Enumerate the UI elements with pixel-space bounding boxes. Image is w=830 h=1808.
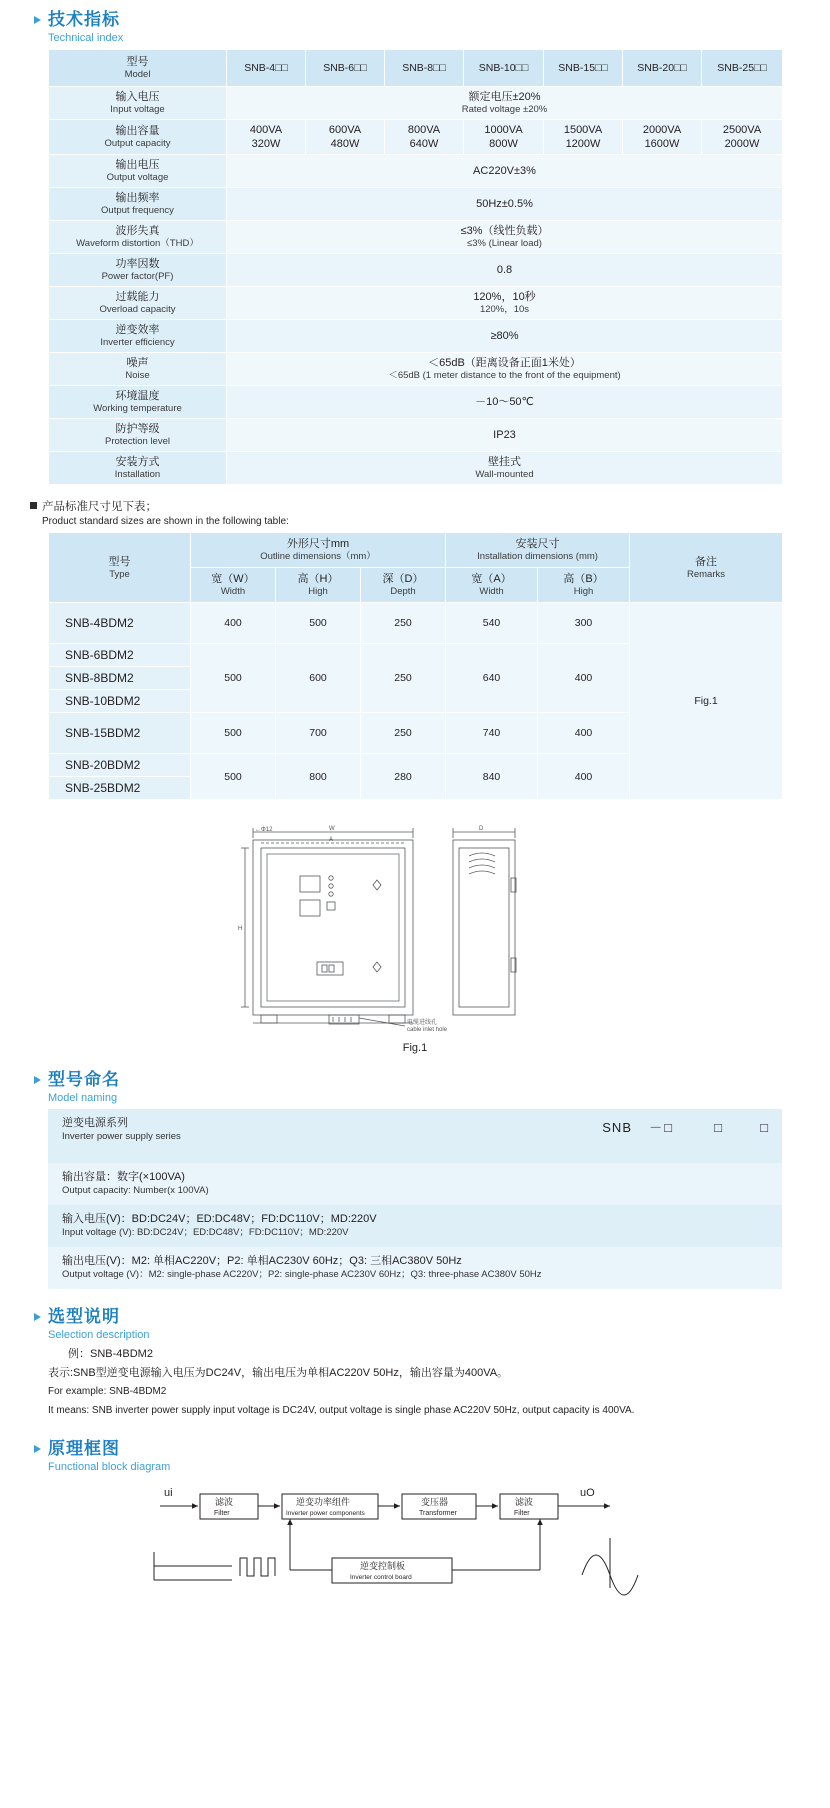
- row-value: －10～50℃: [227, 386, 783, 419]
- dim-label-d: D: [479, 826, 484, 832]
- cell-depth: 250: [361, 644, 446, 713]
- row-label: 输入电压 Input voltage: [49, 87, 227, 120]
- table-row: [49, 221, 783, 254]
- header-depth: 深（D） Depth: [361, 568, 446, 603]
- box-3-cn: 滤波: [515, 1497, 534, 1507]
- naming-output-en: Output voltage (V)：M2: single-phase AC220V；P2: single-phase AC230V 60Hz；Q3: three-phase AC380V 50Hz: [62, 1269, 542, 1280]
- header-col-1: SNB-6□□: [306, 50, 385, 87]
- cabinet-drawing: [0, 818, 830, 1054]
- row-value: AC220V±3%: [227, 155, 783, 188]
- selection-meaning-cn: 表示:SNB型逆变电源输入电压为DC24V，输出电压为单相AC220V 50Hz，输出容量为400VA。: [48, 1367, 509, 1379]
- block-diagram-svg: [140, 1480, 700, 1600]
- note-cn: 产品标准尺寸见下表；: [42, 501, 157, 513]
- cell-type: SNB-25BDM2: [49, 777, 191, 800]
- table-row: [49, 386, 783, 419]
- box-0-en: Filter: [214, 1510, 230, 1517]
- dim-label-a: A: [329, 837, 334, 843]
- header-model: 型号 Model: [49, 50, 227, 87]
- triangle-bullet-icon: [34, 1313, 41, 1321]
- table-row: [49, 287, 783, 320]
- header-col-0: SNB-4□□: [227, 50, 306, 87]
- header-width: 宽（W） Width: [191, 568, 276, 603]
- section-heading-selection: [0, 1307, 830, 1342]
- row-cell: 2500VA 2000W: [702, 120, 783, 155]
- box-4-cn: 逆变控制板: [360, 1561, 406, 1571]
- selection-example-en: For example: SNB-4BDM2: [48, 1386, 167, 1397]
- dim-note: ←Φ12: [255, 827, 273, 833]
- row-label: 噪声 Noise: [49, 353, 227, 386]
- row-cell: 800VA 640W: [385, 120, 464, 155]
- naming-code-slot2: □: [714, 1120, 724, 1135]
- naming-series-cn: 逆变电源系列: [62, 1117, 128, 1129]
- selection-description-text: [48, 1346, 808, 1419]
- section-title-cn: 型号命名: [48, 1070, 120, 1089]
- table-row: [49, 188, 783, 221]
- row-label: 波形失真 Waveform distortion（THD）: [49, 221, 227, 254]
- row-label: 输出电压 Output voltage: [49, 155, 227, 188]
- section-title-en: Technical index: [48, 32, 124, 44]
- box-3-en: Filter: [514, 1510, 530, 1517]
- header-col-2: SNB-8□□: [385, 50, 464, 87]
- section-title-en: Functional block diagram: [48, 1461, 171, 1473]
- header-col-4: SNB-15□□: [544, 50, 623, 87]
- figure-caption: Fig.1: [402, 1042, 428, 1054]
- row-value: ≥80%: [227, 320, 783, 353]
- cable-hole-note-cn: 电缆进线孔: [407, 1020, 438, 1026]
- row-label: 逆变效率 Inverter efficiency: [49, 320, 227, 353]
- section-title-en: Selection description: [48, 1329, 150, 1341]
- cell-install-width: 840: [446, 754, 538, 800]
- naming-capacity-en: Output capacity: Number(x 100VA): [62, 1185, 209, 1196]
- row-label: 防护等级 Protection level: [49, 419, 227, 452]
- table-header-row: [49, 533, 783, 568]
- cell-type: SNB-4BDM2: [49, 603, 191, 644]
- model-naming-block: [48, 1109, 782, 1289]
- functional-block-diagram: [0, 1480, 830, 1610]
- cell-type: SNB-20BDM2: [49, 754, 191, 777]
- row-value: IP23: [227, 419, 783, 452]
- cell-install-high: 400: [538, 713, 630, 754]
- cell-depth: 250: [361, 603, 446, 644]
- cell-type: SNB-10BDM2: [49, 690, 191, 713]
- header-col-6: SNB-25□□: [702, 50, 783, 87]
- cell-high: 600: [276, 644, 361, 713]
- square-bullet-icon: [30, 502, 37, 509]
- box-0-cn: 滤波: [215, 1497, 234, 1507]
- standard-sizes-table: [48, 532, 783, 800]
- naming-output-cn: 输出电压(V)：M2: 单相AC220V；P2: 单相AC230V 60Hz；Q3: 三相AC380V 50Hz: [62, 1255, 462, 1267]
- row-value: 额定电压±20% Rated voltage ±20%: [227, 87, 783, 120]
- row-cell: 1000VA 800W: [464, 120, 544, 155]
- cell-remarks: Fig.1: [630, 603, 783, 800]
- technical-index-table: [48, 49, 783, 485]
- table-row: [49, 254, 783, 287]
- table-row: [49, 120, 783, 155]
- cell-install-width: 640: [446, 644, 538, 713]
- row-value: 50Hz±0.5%: [227, 188, 783, 221]
- row-label: 过载能力 Overload capacity: [49, 287, 227, 320]
- naming-code-slot3: □: [760, 1120, 770, 1135]
- naming-capacity-cn: 输出容量：数字(×100VA): [62, 1171, 185, 1183]
- cable-hole-note-en: cable inlet hole: [407, 1027, 448, 1033]
- row-label: 输出容量 Output capacity: [49, 120, 227, 155]
- cell-install-width: 740: [446, 713, 538, 754]
- table-row: [49, 419, 783, 452]
- cell-install-high: 400: [538, 754, 630, 800]
- naming-row-output-voltage: [48, 1247, 782, 1289]
- naming-row-series: [48, 1109, 782, 1163]
- label-input: ui: [164, 1487, 173, 1499]
- selection-example: 例：SNB-4BDM2: [68, 1348, 153, 1360]
- header-install-dimensions: 安装尺寸 Installation dimensions (mm): [446, 533, 630, 568]
- cell-install-high: 300: [538, 603, 630, 644]
- header-high: 高（H） High: [276, 568, 361, 603]
- cell-high: 800: [276, 754, 361, 800]
- cell-type: SNB-6BDM2: [49, 644, 191, 667]
- triangle-bullet-icon: [34, 1445, 41, 1453]
- table-row: [49, 87, 783, 120]
- header-remarks: 备注 Remarks: [630, 533, 783, 603]
- cell-width: 500: [191, 754, 276, 800]
- naming-code-slot1: －□: [649, 1120, 674, 1135]
- naming-input-cn: 输入电压(V)：BD:DC24V；ED:DC48V；FD:DC110V；MD:220V: [62, 1213, 377, 1225]
- naming-row-capacity: [48, 1163, 782, 1205]
- header-outline-dimensions: 外形尺寸mm Outline dimensions（mm）: [191, 533, 446, 568]
- triangle-bullet-icon: [34, 1076, 41, 1084]
- row-cell: 2000VA 1600W: [623, 120, 702, 155]
- cell-high: 700: [276, 713, 361, 754]
- header-col-5: SNB-20□□: [623, 50, 702, 87]
- section-title-cn: 选型说明: [48, 1307, 120, 1326]
- triangle-bullet-icon: [34, 16, 41, 24]
- cell-depth: 250: [361, 713, 446, 754]
- naming-row-input-voltage: [48, 1205, 782, 1247]
- naming-input-en: Input voltage (V): BD:DC24V；ED:DC48V；FD:DC110V；MD:220V: [62, 1227, 349, 1238]
- standard-sizes-note: [0, 497, 830, 527]
- row-cell: 400VA 320W: [227, 120, 306, 155]
- row-value: 120%，10秒 120%，10s: [227, 287, 783, 320]
- cell-depth: 280: [361, 754, 446, 800]
- header-type: 型号 Type: [49, 533, 191, 603]
- section-title-en: Model naming: [48, 1092, 118, 1104]
- row-label: 安装方式 Installation: [49, 452, 227, 485]
- header-col-3: SNB-10□□: [464, 50, 544, 87]
- naming-code-snb: SNB: [602, 1120, 632, 1135]
- section-title-cn: 技术指标: [48, 10, 120, 29]
- row-cell: 1500VA 1200W: [544, 120, 623, 155]
- dim-label-w: W: [329, 826, 335, 832]
- box-2-en: Transformer: [419, 1510, 457, 1517]
- naming-series-en: Inverter power supply series: [62, 1131, 181, 1142]
- row-label: 功率因数 Power factor(PF): [49, 254, 227, 287]
- table-row: [49, 353, 783, 386]
- box-2-cn: 变压器: [421, 1497, 449, 1507]
- table-row: [49, 320, 783, 353]
- cell-install-width: 540: [446, 603, 538, 644]
- cell-type: SNB-15BDM2: [49, 713, 191, 754]
- table-row: [49, 603, 783, 644]
- cell-install-high: 400: [538, 644, 630, 713]
- dim-label-h: H: [238, 926, 243, 932]
- cell-width: 400: [191, 603, 276, 644]
- cell-width: 500: [191, 644, 276, 713]
- row-value: 壁挂式 Wall-mounted: [227, 452, 783, 485]
- row-cell: 600VA 480W: [306, 120, 385, 155]
- row-label: 输出频率 Output frequency: [49, 188, 227, 221]
- row-value: ＜65dB（距离设备正面1米处） ＜65dB (1 meter distance to the front of the equipment): [227, 353, 783, 386]
- header-install-width: 宽（A） Width: [446, 568, 538, 603]
- cell-width: 500: [191, 713, 276, 754]
- section-heading-technical-index: [0, 10, 830, 45]
- header-install-high: 高（B） High: [538, 568, 630, 603]
- selection-meaning-en: It means: SNB inverter power supply input voltage is DC24V, output voltage is single phase AC220V 50Hz, output capacity is 400VA.: [48, 1405, 635, 1416]
- row-value: 0.8: [227, 254, 783, 287]
- cell-type: SNB-8BDM2: [49, 667, 191, 690]
- table-row: [49, 155, 783, 188]
- box-1-en: Inverter power components: [286, 1510, 365, 1517]
- table-header-row: [49, 50, 783, 87]
- row-value: ≤3%（线性负载） ≤3% (Linear load): [227, 221, 783, 254]
- section-heading-model-naming: [0, 1070, 830, 1105]
- row-label: 环境温度 Working temperature: [49, 386, 227, 419]
- label-output: uO: [580, 1487, 595, 1499]
- cabinet-drawing-svg: [205, 818, 625, 1033]
- box-1-cn: 逆变功率组件: [296, 1497, 351, 1507]
- table-row: [49, 452, 783, 485]
- section-title-cn: 原理框图: [48, 1439, 120, 1458]
- note-en: Product standard sizes are shown in the following table:: [42, 516, 289, 527]
- section-heading-block-diagram: [0, 1439, 830, 1474]
- box-4-en: Inverter control board: [350, 1574, 412, 1581]
- cell-high: 500: [276, 603, 361, 644]
